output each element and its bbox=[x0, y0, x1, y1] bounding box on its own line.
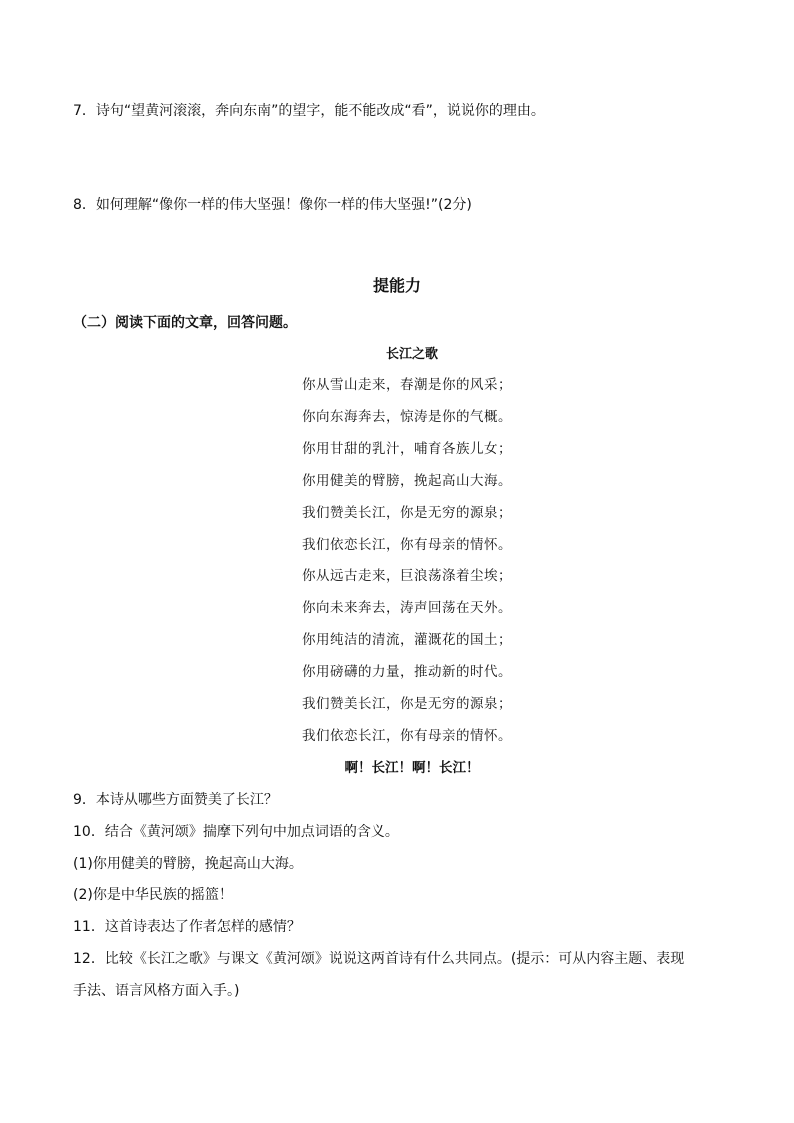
section-instruction: （二）阅读下面的文章，回答问题。 bbox=[73, 315, 297, 331]
poem-line: 你向东海奔去，惊涛是你的气概。 bbox=[302, 409, 512, 425]
poem-line: 你用健美的臂膀，挽起高山大海。 bbox=[302, 473, 512, 489]
poem-line: 你向未来奔去，涛声回荡在天外。 bbox=[302, 600, 512, 616]
poem-line: 你用纯洁的清流，灌溉花的国土； bbox=[302, 632, 512, 648]
poem-title: 长江之歌 bbox=[385, 347, 438, 362]
poem-ending: 啊！长江！啊！长江！ bbox=[344, 760, 480, 776]
section-title: 提能力 bbox=[372, 276, 421, 295]
poem-line: 我们依恋长江，你有母亲的情怀。 bbox=[302, 537, 512, 553]
question-10-sub-1: (1)你用健美的臂膀，挽起高山大海。 bbox=[73, 856, 303, 872]
poem-line: 我们依恋长江，你有母亲的情怀。 bbox=[302, 728, 512, 744]
question-10-sub-2: (2)你是中华民族的摇篮！ bbox=[73, 887, 233, 903]
question-8: 8．如何理解“像你一样的伟大坚强！像你一样的伟大坚强!”(2分) bbox=[73, 197, 472, 213]
poem-line: 你用甘甜的乳汁，哺育各族儿女； bbox=[302, 441, 512, 457]
poem-line: 你用磅礴的力量，推动新的时代。 bbox=[302, 664, 512, 680]
question-9: 9．本诗从哪些方面赞美了长江？ bbox=[73, 792, 278, 808]
question-12: 12．比较《长江之歌》与课文《黄河颂》说说这两首诗有什么共同点。(提示：可从内容主题、表现 bbox=[73, 951, 685, 967]
question-12-continued: 手法、语言风格方面入手。) bbox=[73, 983, 240, 999]
poem-line: 我们赞美长江，你是无穷的源泉； bbox=[302, 505, 512, 521]
question-10: 10．结合《黄河颂》揣摩下列句中加点词语的含义。 bbox=[73, 824, 399, 840]
question-11: 11．这首诗表达了作者怎样的感情？ bbox=[73, 919, 301, 935]
poem-line: 我们赞美长江，你是无穷的源泉； bbox=[302, 696, 512, 712]
question-7: 7．诗句“望黄河滚滚，奔向东南”的望字，能不能改成“看”，说说你的理由。 bbox=[73, 103, 545, 119]
poem-line: 你从远古走来，巨浪荡涤着尘埃； bbox=[302, 568, 512, 584]
poem-line: 你从雪山走来，春潮是你的风采； bbox=[302, 377, 512, 393]
